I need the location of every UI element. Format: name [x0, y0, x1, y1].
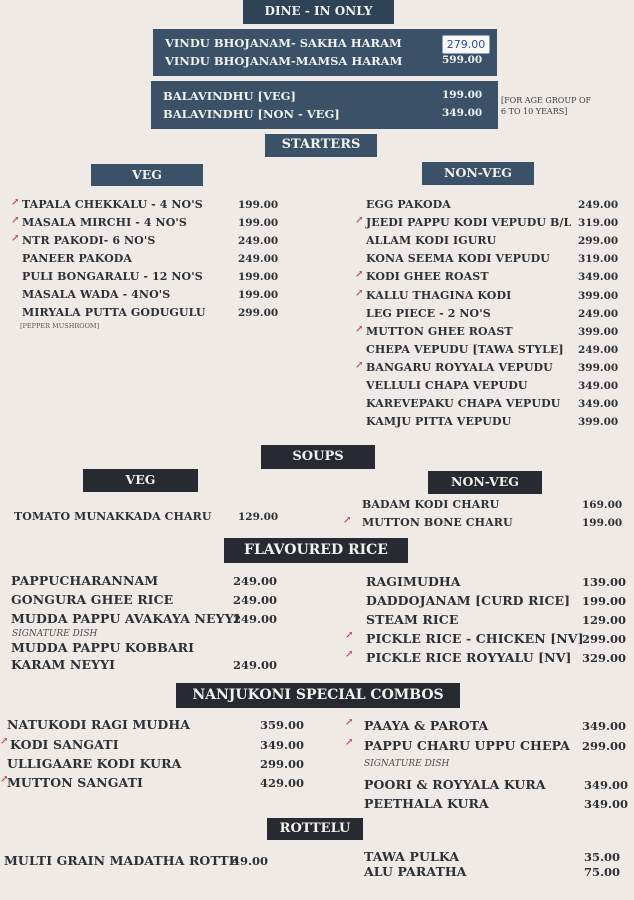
menu-item-name: KAREVEPAKU CHAPA VEPUDU	[366, 397, 561, 411]
menu-item-name: DADDOJANAM [CURD RICE]	[366, 593, 571, 608]
menu-item-price: 199.00	[582, 594, 627, 608]
menu-item-name: JEEDI PAPPU KODI VEPUDU B/L	[366, 216, 572, 230]
menu-item-name: PEETHALA KURA	[364, 796, 489, 811]
menu-item-price: 49.00	[232, 854, 269, 868]
menu-item-price: 299.00	[582, 739, 627, 753]
menu-item-name: TAPALA CHEKKALU - 4 NO'S	[22, 198, 203, 211]
menu-item-price: 399.00	[578, 289, 619, 302]
menu-item-price: 249.00	[238, 235, 279, 247]
menu-item-price: 399.00	[578, 361, 619, 374]
menu-item-price: 349.00	[260, 738, 305, 752]
menu-item-name: PULI BONGARALU - 12 NO'S	[22, 270, 203, 283]
menu-item-price: 169.00	[582, 499, 623, 511]
menu-item-name: RAGIMUDHA	[366, 574, 461, 589]
thali-item-price: 599.00	[442, 54, 483, 66]
menu-item-name: BADAM KODI CHARU	[362, 498, 500, 511]
menu-item-price: 349.00	[578, 380, 619, 392]
menu-item-price: 249.00	[238, 253, 279, 265]
tick-mark-icon: ↗	[345, 737, 354, 748]
thali-item-name: VINDU BHOJANAM- SAKHA HARAM	[165, 36, 402, 50]
menu-item-name: MUDDA PAPPU AVAKAYA NEYYI	[11, 611, 240, 626]
menu-item-price: 249.00	[233, 612, 278, 626]
tick-mark-icon: ↗	[345, 630, 354, 641]
thali-item-name: VINDU BHOJANAM-MAMSA HARAM	[165, 54, 403, 68]
menu-item-name: PICKLE RICE ROYYALU [NV]	[366, 650, 572, 665]
menu-item-price: 299.00	[260, 757, 305, 771]
menu-item-name: MASALA MIRCHI - 4 NO'S	[22, 216, 187, 229]
menu-item-name: MASALA WADA - 4NO'S	[22, 288, 171, 301]
dine-in-banner: DINE - IN ONLY	[243, 0, 394, 24]
menu-item-name: MUTTON GHEE ROAST	[366, 324, 513, 338]
menu-item-price: 349.00	[582, 719, 627, 733]
tick-mark-icon: ↗	[355, 323, 364, 335]
menu-item-price: 349.00	[584, 778, 629, 792]
tick-mark-icon: ↗	[355, 359, 364, 371]
menu-item-name: PAPPU CHARU UPPU CHEPA	[364, 738, 570, 753]
menu-item-price: 319.00	[578, 253, 619, 266]
menu-item-name: PAAYA & PAROTA	[364, 718, 489, 733]
menu-item-name: NATUKODI RAGI MUDHA	[7, 717, 191, 732]
menu-item-price: 359.00	[260, 718, 305, 732]
tick-mark-icon: ↗	[355, 215, 364, 227]
rottelu-header: ROTTELU	[267, 818, 363, 840]
menu-item-price: 349.00	[584, 797, 629, 811]
menu-item-name: MIRYALA PUTTA GODUGULU	[22, 306, 206, 319]
menu-item-name: TOMATO MUNAKKADA CHARU	[14, 510, 212, 523]
veg-note: [PEPPER MUSHROOM]	[20, 322, 100, 330]
menu-item-name: MUDDA PAPPU KOBBARI	[11, 640, 195, 655]
starters-veg-label: VEG	[91, 164, 203, 186]
menu-item-name: MUTTON BONE CHARU	[362, 516, 513, 529]
tick-mark-icon: ↗	[11, 233, 20, 244]
menu-item-price: 319.00	[578, 217, 619, 230]
kids-item-price: 199.00	[442, 89, 483, 101]
menu-item-price: 35.00	[584, 850, 621, 864]
menu-item-name: ULLIGAARE KODI KURA	[7, 756, 182, 771]
tick-mark-icon: ↗	[343, 515, 352, 526]
menu-item-name: NTR PAKODI- 6 NO'S	[22, 234, 156, 247]
menu-item-price: 399.00	[578, 325, 619, 338]
menu-item-price: 199.00	[238, 199, 279, 211]
menu-item-name: PAPPUCHARANNAM	[11, 573, 159, 588]
menu-item-name: KARAM NEYYI	[11, 657, 116, 672]
menu-item-name: CHEPA VEPUDU [TAWA STYLE]	[366, 342, 564, 356]
menu-item-name: ALU PARATHA	[364, 864, 467, 879]
soups-nonveg-label: NON-VEG	[428, 471, 542, 494]
tick-mark-icon: ↗	[345, 717, 354, 728]
tick-mark-icon: ↗	[355, 287, 364, 299]
menu-item-name: KODI GHEE ROAST	[366, 270, 489, 284]
kids-item-name: BALAVINDHU [VEG]	[163, 89, 296, 103]
menu-item-price: 199.00	[238, 217, 279, 229]
combos-header: NANJUKONI SPECIAL COMBOS	[176, 683, 460, 708]
tick-mark-icon: ↗	[355, 269, 364, 281]
menu-item-price: 299.00	[578, 235, 619, 248]
starters-nonveg-label: NON-VEG	[422, 162, 534, 185]
tick-mark-icon: ↗	[11, 197, 20, 208]
menu-item-price: 199.00	[238, 271, 279, 283]
menu-item-name: KODI SANGATI	[10, 737, 119, 752]
menu-item-price: 139.00	[582, 575, 627, 589]
menu-item-name: STEAM RICE	[366, 612, 459, 627]
menu-item-name: LEG PIECE - 2 NO'S	[366, 306, 491, 320]
menu-item-name: MULTI GRAIN MADATHA ROTTE	[4, 853, 239, 868]
menu-item-price: 349.00	[578, 271, 619, 284]
menu-item-price: 429.00	[260, 776, 305, 790]
tick-mark-icon: ↗	[11, 215, 20, 226]
tick-mark-icon: ↗	[345, 649, 354, 660]
menu-item-name: ALLAM KODI IGURU	[366, 234, 497, 248]
kids-item-name: BALAVINDHU [NON - VEG]	[163, 107, 340, 121]
menu-item-price: 299.00	[582, 632, 627, 646]
menu-item-price: 399.00	[578, 416, 619, 429]
menu-item-price: 299.00	[238, 307, 279, 319]
menu-item-price: 329.00	[582, 651, 627, 665]
menu-item-price: 349.00	[578, 398, 619, 411]
menu-item-name: EGG PAKODA	[366, 198, 451, 211]
age-group-note: [FOR AGE GROUP OF 6 TO 10 YEARS]	[501, 96, 592, 116]
menu-item-price: 199.00	[238, 289, 279, 301]
menu-item-price: 129.00	[582, 613, 627, 627]
tick-mark-icon: ↗	[0, 736, 9, 747]
menu-item-price: 249.00	[233, 574, 278, 588]
menu-item-name: TAWA PULKA	[364, 849, 460, 864]
menu-item-name: KALLU THAGINA KODI	[366, 288, 512, 302]
signature-dish-label: SIGNATURE DISH	[12, 629, 98, 639]
menu-item-name: POORI & ROYYALA KURA	[364, 777, 546, 792]
flavoured-rice-header: FLAVOURED RICE	[224, 538, 408, 563]
menu-item-price: 249.00	[578, 307, 619, 320]
menu-item-price: 249.00	[578, 199, 619, 211]
menu-item-price: 199.00	[582, 517, 623, 529]
menu-item-name: MUTTON SANGATI	[7, 775, 143, 790]
tick-mark-icon: ↗	[0, 774, 9, 785]
menu-item-price: 129.00	[238, 511, 279, 523]
menu-item-price: 249.00	[233, 658, 278, 672]
menu-item-name: KAMJU PITTA VEPUDU	[366, 415, 512, 429]
menu-item-name: PICKLE RICE - CHICKEN [NV]	[366, 631, 584, 646]
starters-header: STARTERS	[265, 134, 377, 157]
signature-dish-label: SIGNATURE DISH	[364, 759, 450, 769]
price-sticker: 279.00	[442, 35, 490, 54]
soups-header: SOUPS	[261, 445, 375, 469]
menu-item-name: GONGURA GHEE RICE	[11, 592, 174, 607]
kids-item-price: 349.00	[442, 107, 483, 119]
menu-item-name: VELLULI CHAPA VEPUDU	[366, 379, 528, 392]
menu-item-name: PANEER PAKODA	[22, 252, 133, 265]
menu-item-name: BANGARU ROYYALA VEPUDU	[366, 360, 553, 374]
menu-item-price: 249.00	[233, 593, 278, 607]
menu-item-price: 249.00	[578, 343, 619, 356]
menu-item-price: 75.00	[584, 865, 621, 879]
soups-veg-label: VEG	[83, 469, 198, 492]
menu-item-name: KONA SEEMA KODI VEPUDU	[366, 252, 550, 266]
